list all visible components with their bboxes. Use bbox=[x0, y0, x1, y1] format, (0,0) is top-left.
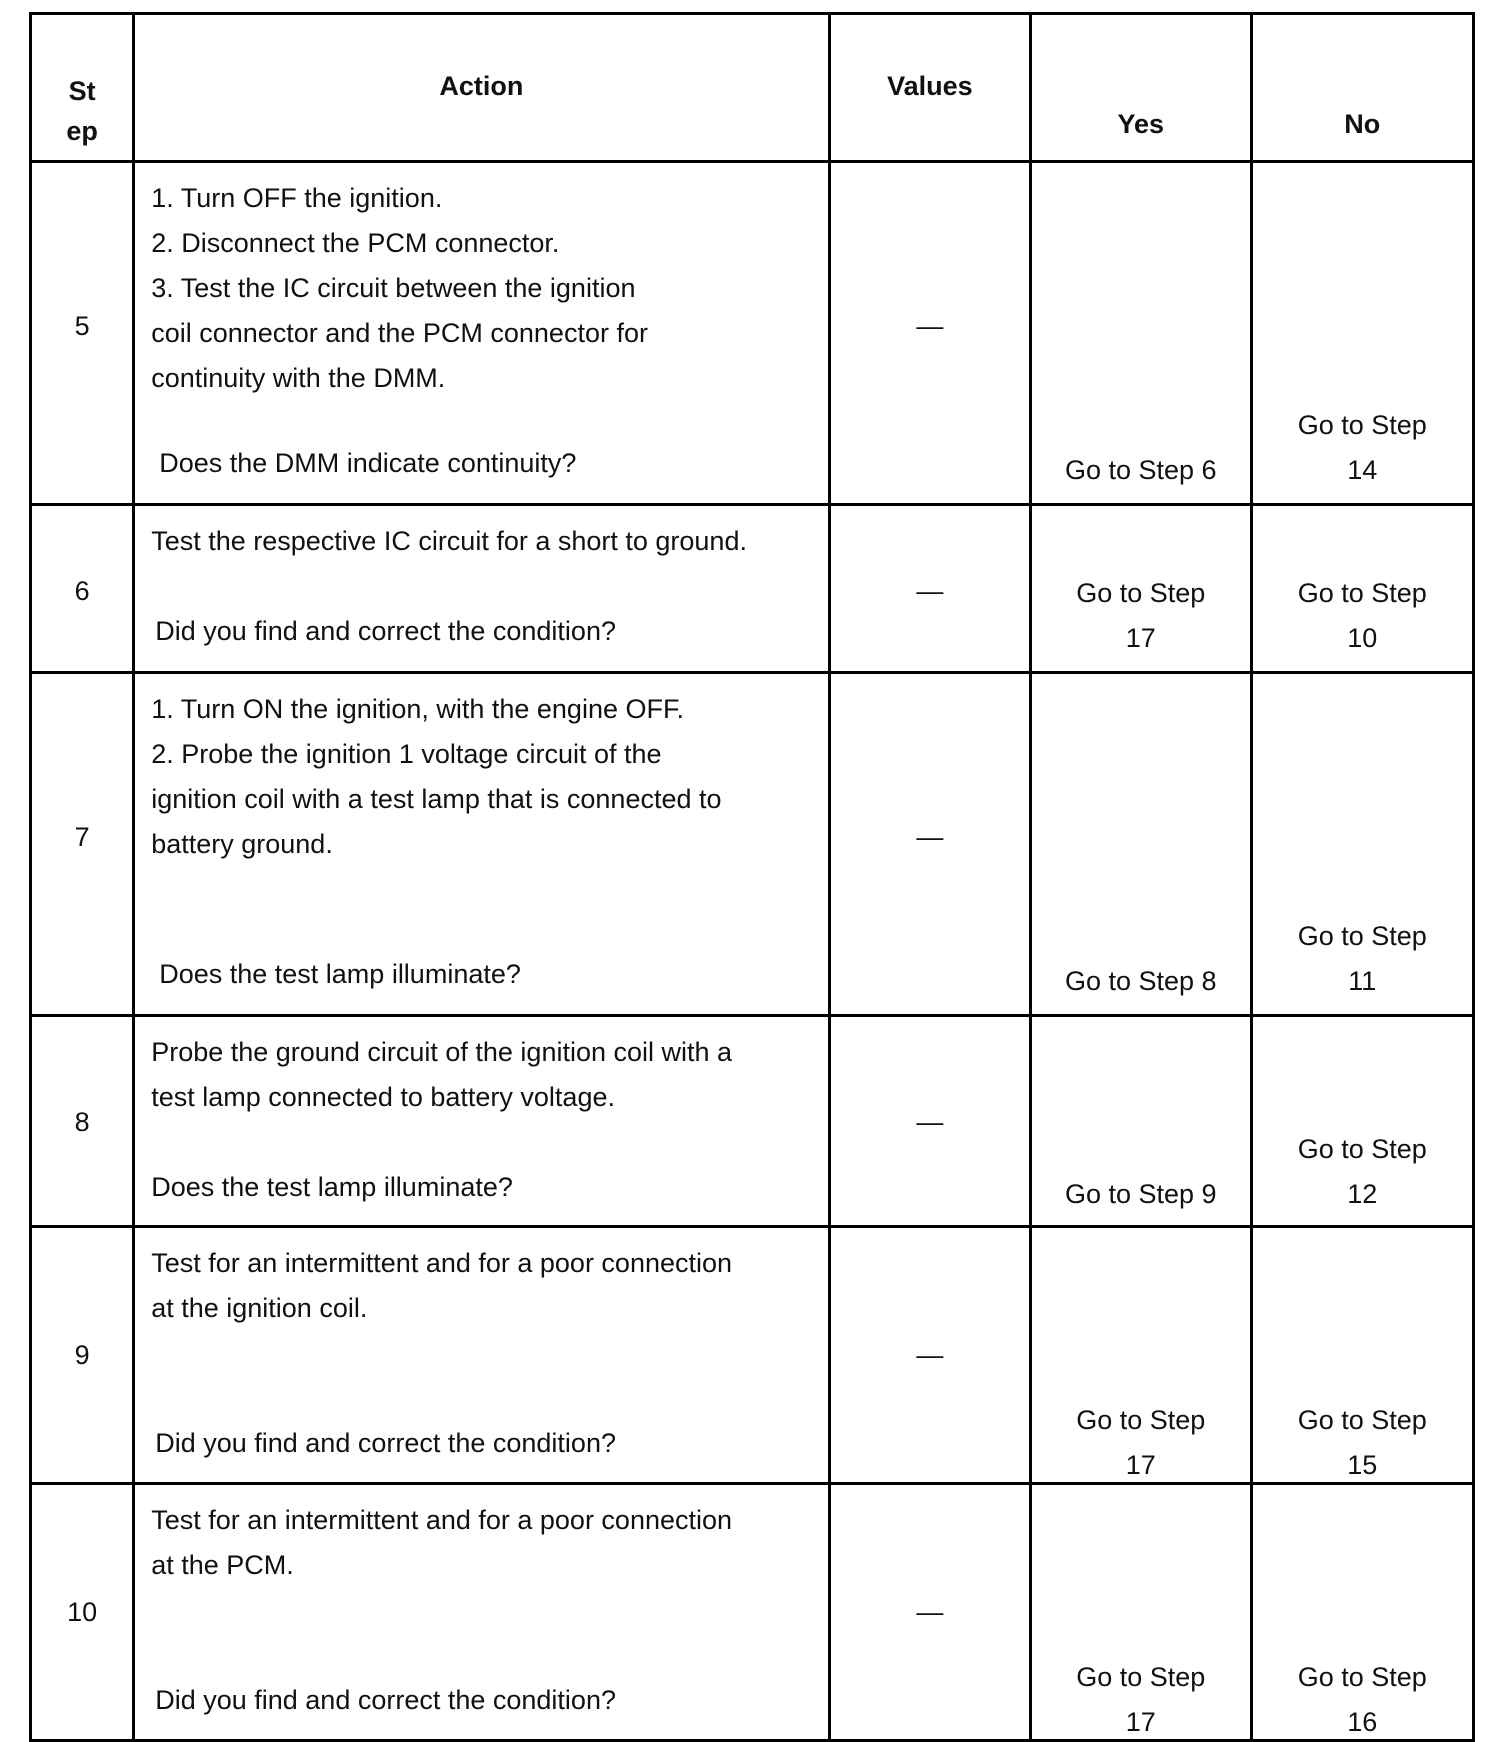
yes-cell bbox=[1031, 505, 1251, 673]
step-number: 10 bbox=[67, 1597, 98, 1627]
values-cell bbox=[829, 505, 1030, 673]
no-goto-text: Go to Step bbox=[1297, 1405, 1427, 1435]
values-cell bbox=[829, 1227, 1030, 1484]
yes-goto-text: Go to Step 8 bbox=[1064, 966, 1217, 996]
no-goto-text: 10 bbox=[1347, 623, 1378, 653]
no-goto-text: 12 bbox=[1347, 1179, 1378, 1209]
no-goto-text: Go to Step bbox=[1297, 578, 1427, 608]
header-action-label: Action bbox=[439, 71, 524, 101]
step-row bbox=[31, 505, 1474, 673]
action-line: 2. Probe the ignition 1 voltage circuit of the bbox=[151, 739, 662, 769]
no-goto-text: Go to Step bbox=[1297, 1134, 1427, 1164]
yes-cell bbox=[1031, 162, 1251, 505]
no-cell bbox=[1251, 162, 1474, 505]
action-line: 1. Turn OFF the ignition. bbox=[151, 183, 443, 213]
values-cell bbox=[829, 1484, 1030, 1741]
header-no bbox=[1251, 14, 1474, 162]
values-text: — bbox=[916, 576, 944, 606]
header-step bbox=[31, 14, 134, 162]
action-question: Does the test lamp illuminate? bbox=[159, 959, 521, 989]
action-line: test lamp connected to battery voltage. bbox=[151, 1082, 615, 1112]
action-question: Did you find and correct the condition? bbox=[155, 616, 616, 646]
step-row bbox=[31, 1484, 1474, 1741]
action-line: Test the respective IC circuit for a short to ground. bbox=[151, 526, 747, 556]
step-number: 5 bbox=[74, 311, 90, 341]
values-cell bbox=[829, 673, 1030, 1016]
yes-goto-text: Go to Step bbox=[1076, 1662, 1206, 1692]
header-yes bbox=[1031, 14, 1251, 162]
step-cell bbox=[31, 1227, 134, 1484]
action-line: 3. Test the IC circuit between the ignition bbox=[151, 273, 636, 303]
diagnostic-table bbox=[29, 12, 1475, 1742]
no-cell bbox=[1251, 673, 1474, 1016]
step-number: 7 bbox=[74, 822, 90, 852]
step-row bbox=[31, 162, 1474, 505]
yes-cell bbox=[1031, 1227, 1251, 1484]
no-cell bbox=[1251, 1016, 1474, 1227]
values-text: — bbox=[916, 1107, 944, 1137]
values-cell bbox=[829, 162, 1030, 505]
yes-cell bbox=[1031, 1484, 1251, 1741]
yes-goto-text: Go to Step 9 bbox=[1064, 1179, 1217, 1209]
action-question: Did you find and correct the condition? bbox=[155, 1428, 616, 1458]
action-cell bbox=[134, 1484, 829, 1741]
no-goto-text: Go to Step bbox=[1297, 1662, 1427, 1692]
yes-goto-text: 17 bbox=[1125, 623, 1156, 653]
header-yes-label: Yes bbox=[1117, 109, 1165, 139]
values-text: — bbox=[916, 1597, 944, 1627]
action-line: at the ignition coil. bbox=[151, 1293, 368, 1323]
header-no-label: No bbox=[1344, 109, 1381, 139]
step-cell bbox=[31, 505, 134, 673]
action-line: Test for an intermittent and for a poor connection bbox=[151, 1248, 733, 1278]
yes-goto-text: Go to Step bbox=[1076, 1405, 1206, 1435]
step-row bbox=[31, 1227, 1474, 1484]
action-cell bbox=[134, 162, 829, 505]
no-goto-text: Go to Step bbox=[1297, 410, 1427, 440]
step-number: 9 bbox=[74, 1340, 90, 1370]
action-line: Test for an intermittent and for a poor connection bbox=[151, 1505, 733, 1535]
action-line: Probe the ground circuit of the ignition coil with a bbox=[151, 1037, 733, 1067]
action-cell bbox=[134, 1227, 829, 1484]
action-line: 1. Turn ON the ignition, with the engine OFF. bbox=[151, 694, 684, 724]
step-cell bbox=[31, 673, 134, 1016]
no-goto-text: 11 bbox=[1348, 966, 1377, 996]
header-step-line1: St bbox=[68, 76, 96, 106]
no-goto-text: 14 bbox=[1347, 455, 1378, 485]
action-line: ignition coil with a test lamp that is connected to bbox=[151, 784, 722, 814]
no-cell bbox=[1251, 1227, 1474, 1484]
step-row bbox=[31, 1016, 1474, 1227]
header-values bbox=[829, 14, 1030, 162]
no-cell bbox=[1251, 1484, 1474, 1741]
action-cell bbox=[134, 505, 829, 673]
step-cell bbox=[31, 1016, 134, 1227]
values-text: — bbox=[916, 822, 944, 852]
header-values-label: Values bbox=[887, 71, 973, 101]
action-line: battery ground. bbox=[151, 829, 333, 859]
action-line: coil connector and the PCM connector for bbox=[151, 318, 648, 348]
yes-goto-text: 17 bbox=[1125, 1450, 1156, 1480]
header-action bbox=[134, 14, 829, 162]
yes-goto-text: Go to Step 6 bbox=[1064, 455, 1217, 485]
no-goto-text: 15 bbox=[1347, 1450, 1378, 1480]
no-goto-text: Go to Step bbox=[1297, 921, 1427, 951]
no-goto-text: 16 bbox=[1347, 1707, 1378, 1737]
values-cell bbox=[829, 1016, 1030, 1227]
step-number: 6 bbox=[74, 576, 90, 606]
yes-goto-text: Go to Step bbox=[1076, 578, 1206, 608]
values-text: — bbox=[916, 1340, 944, 1370]
action-cell bbox=[134, 1016, 829, 1227]
action-question: Does the DMM indicate continuity? bbox=[159, 448, 577, 478]
step-cell bbox=[31, 162, 134, 505]
action-line: continuity with the DMM. bbox=[151, 363, 446, 393]
header-step-line2: ep bbox=[66, 116, 98, 146]
header-row bbox=[31, 14, 1474, 162]
action-line: at the PCM. bbox=[151, 1550, 294, 1580]
values-text: — bbox=[916, 311, 944, 341]
yes-cell bbox=[1031, 1016, 1251, 1227]
step-row bbox=[31, 673, 1474, 1016]
action-question: Did you find and correct the condition? bbox=[155, 1685, 616, 1715]
action-cell bbox=[134, 673, 829, 1016]
yes-cell bbox=[1031, 673, 1251, 1016]
no-cell bbox=[1251, 505, 1474, 673]
step-cell bbox=[31, 1484, 134, 1741]
step-number: 8 bbox=[74, 1107, 90, 1137]
action-line: 2. Disconnect the PCM connector. bbox=[151, 228, 560, 258]
yes-goto-text: 17 bbox=[1125, 1707, 1156, 1737]
action-question: Does the test lamp illuminate? bbox=[151, 1172, 513, 1202]
